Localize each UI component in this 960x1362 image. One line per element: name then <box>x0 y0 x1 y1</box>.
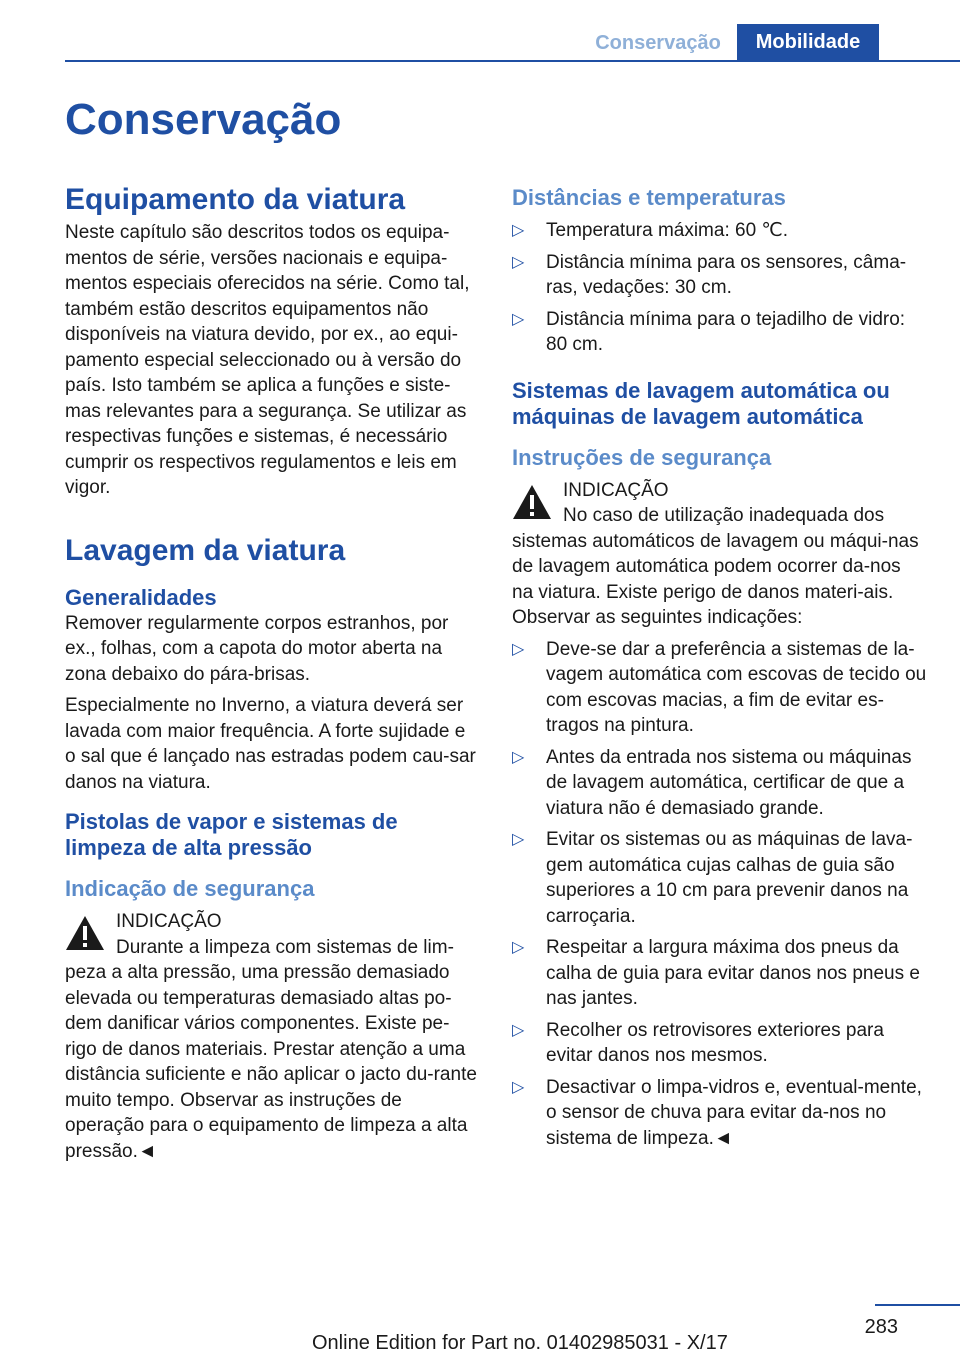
list-item: ▷ Evitar os sistemas ou as máquinas de lava-gem automática cujas calhas de guia são superiores a 10 cm para prevenir danos na carroçaria. <box>512 829 913 927</box>
header-tab-mobilidade: Mobilidade <box>737 24 879 61</box>
list-item: ▷ Distância mínima para o tejadilho de vidro: 80 cm. <box>512 308 906 355</box>
list-item: ▷ Respeitar a largura máxima dos pneus da calha de guia para evitar danos nos pneus e nas jantes. <box>512 937 920 1009</box>
triangle-bullet-icon: ▷ <box>512 831 525 848</box>
header-rule <box>65 60 960 62</box>
left-column <box>65 180 480 1164</box>
triangle-bullet-icon: ▷ <box>512 253 525 271</box>
heading-indicacao-seguranca: Indicação de segurança <box>65 876 315 901</box>
heading-lavagem: Lavagem da viatura <box>65 533 346 567</box>
warning-text: peza a alta pressão, uma pressão demasiado elevada ou temperaturas demasiado altas po-dem danificar vários componentes. Existe pe-rigo de danos materiais. Prestar atenção a uma distância suficiente e não aplicar o jacto du-rante muito tempo. Observar as instruções de operação para o equipamento de limpeza a alta pressão.◄ <box>65 962 477 1162</box>
triangle-bullet-icon: ▷ <box>512 939 525 956</box>
warning-text-first-line: Durante a limpeza com sistemas de lim- <box>116 936 454 958</box>
paragraph-equipamento: Neste capítulo são descritos todos os equipa-mentos de série, versões nacionais e equipa-mentos especiais oferecidos na série. Como tal, também estão descritos equipamentos não disponíveis na viatura devido, por ex., ao equi-pamento especial seleccionado ou à versão do país. Isto também se aplica a funções e siste-mas relevantes para a segurança. Se utilizar as respectivas funções e sistemas, é necessário cumprir os respectivos regulamentos e leis em vigor. <box>65 222 470 498</box>
distances-list <box>512 218 927 358</box>
list-item: ▷ Temperatura máxima: 60 ℃. <box>512 218 927 244</box>
heading-equipamento: Equipamento da viatura <box>65 183 406 216</box>
triangle-bullet-icon: ▷ <box>512 1078 525 1096</box>
heading-generalidades: Generalidades <box>65 584 217 610</box>
list-item: ▷ Antes da entrada nos sistema ou máquinas de lavagem automática, certificar de que a viatura não é demasiado grande. <box>512 746 912 819</box>
paragraph-generalidades-1: Remover regularmente corpos estranhos, por ex., folhas, com a capota do motor aberta na zona debaixo do pára-brisas. <box>65 612 449 685</box>
list-item: ▷ Distância mínima para os sensores, câma-ras, vedações: 30 cm. <box>512 251 907 298</box>
heading-distancias: Distâncias e temperaturas <box>512 185 786 210</box>
footer-rule <box>875 1304 960 1306</box>
warning-text-first-line: No caso de utilização inadequada dos <box>563 505 885 526</box>
heading-instrucoes-seguranca: Instruções de segurança <box>512 444 772 470</box>
list-item: ▷ Desactivar o limpa-vidros e, eventual-mente, o sensor de chuva para evitar da-nos no sistema de limpeza.◄ <box>512 1076 922 1149</box>
page-title: Conservação <box>65 95 342 144</box>
warning-notice <box>512 478 927 631</box>
warning-text: sistemas automáticos de lavagem ou máqui-nas de lavagem automática podem ocorrer da-nos na viatura. Existe perigo de danos materi-ais. Observar as seguintes indicações: <box>512 530 919 628</box>
header-tab-conservacao: Conservação <box>595 32 721 54</box>
triangle-bullet-icon: ▷ <box>512 748 525 766</box>
triangle-bullet-icon: ▷ <box>512 640 525 658</box>
warning-triangle-icon <box>512 484 552 520</box>
car-wash-list <box>512 637 927 1152</box>
warning-label: INDICAÇÃO <box>563 479 669 501</box>
heading-sistemas-lavagem: Sistemas de lavagem automática ou máquinas de lavagem automática <box>512 377 890 429</box>
right-column <box>512 180 927 1157</box>
triangle-bullet-icon: ▷ <box>512 222 525 239</box>
list-item: ▷ Deve-se dar a preferência a sistemas de la-vagem automática com escovas de tecido ou com escovas macias, a fim de evitar es-tragos na pintura. <box>512 638 927 736</box>
paragraph-generalidades-2: Especialmente no Inverno, a viatura deverá ser lavada com maior frequência. A forte sujidade e o sal que é lançado nas estradas podem cau-sar danos na viatura. <box>65 695 476 793</box>
warning-notice <box>65 909 480 1164</box>
page-number: 283 <box>864 1316 898 1338</box>
footer-edition: Online Edition for Part no. 01402985031 - X/17 <box>312 1332 728 1354</box>
heading-pistolas: Pistolas de vapor e sistemas de limpeza de alta pressão <box>65 809 398 860</box>
list-item: ▷ Recolher os retrovisores exteriores para evitar danos nos mesmos. <box>512 1019 884 1066</box>
warning-triangle-icon <box>65 915 105 951</box>
triangle-bullet-icon: ▷ <box>512 1021 525 1039</box>
triangle-bullet-icon: ▷ <box>512 310 525 328</box>
warning-label: INDICAÇÃO <box>116 911 222 932</box>
